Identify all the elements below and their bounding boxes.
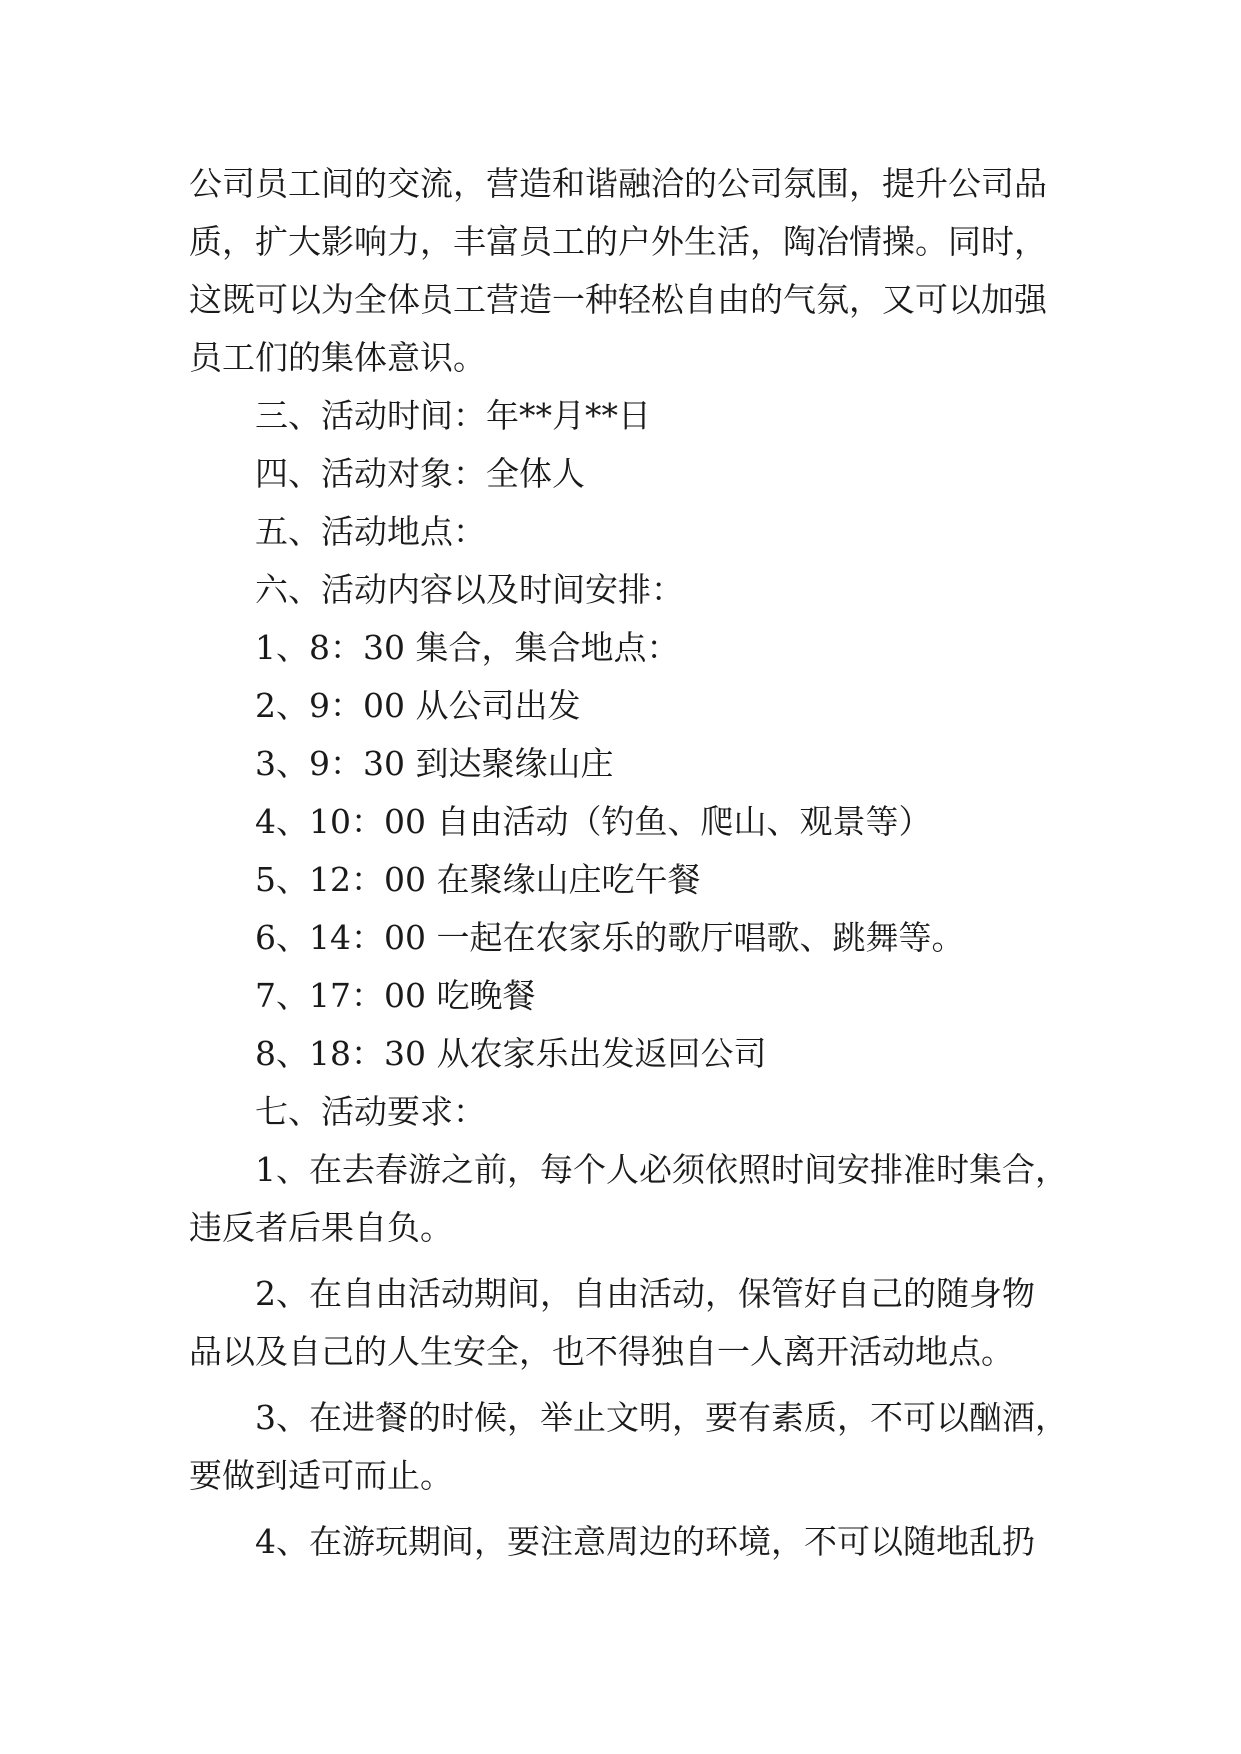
paragraph [189,909,1051,967]
paragraph-line: 8、18：30 从农家乐出发返回公司 [255,1034,767,1073]
paragraph [189,1141,1068,1257]
paragraph-line: 这既可以为全体员工营造一种轻松自由的气氛，又可以加强 [189,280,1047,319]
paragraph-line: 三、活动时间：年**月**日 [255,396,651,435]
paragraph [189,503,1051,561]
paragraph-line: 3、在进餐的时候，举止文明，要有素质，不可以酗酒， [255,1398,1068,1437]
paragraph [189,851,1051,909]
paragraph-line: 4、在游玩期间，要注意周边的环境，不可以随地乱扔 [255,1522,1035,1561]
paragraph-line: 要做到适可而止。 [189,1456,453,1495]
paragraph-line: 5、12：00 在聚缘山庄吃午餐 [255,860,701,899]
paragraph-line: 1、8：30 集合，集合地点： [255,628,680,667]
paragraph [189,735,1051,793]
paragraph-line: 7、17：00 吃晚餐 [255,976,536,1015]
paragraph-line: 违反者后果自负。 [189,1208,453,1247]
paragraph-line: 2、在自由活动期间，自由活动，保管好自己的随身物 [255,1274,1035,1313]
document-body [189,155,1068,1571]
paragraph-line: 1、在去春游之前，每个人必须依照时间安排准时集合， [255,1150,1068,1189]
paragraph [189,561,1051,619]
paragraph-line: 六、活动内容以及时间安排： [255,570,684,609]
paragraph [189,445,1051,503]
paragraph-line: 员工们的集体意识。 [189,338,486,377]
paragraph [189,1389,1068,1505]
paragraph-line: 2、9：00 从公司出发 [255,686,581,725]
paragraph [189,619,1051,677]
paragraph-line: 6、14：00 一起在农家乐的歌厅唱歌、跳舞等。 [255,918,965,957]
paragraph [189,1025,1051,1083]
paragraph [189,967,1051,1025]
paragraph-line: 四、活动对象：全体人 [255,454,585,493]
paragraph-line: 品以及自己的人生安全，也不得独自一人离开活动地点。 [189,1332,1014,1371]
paragraph-line: 4、10：00 自由活动（钓鱼、爬山、观景等） [255,802,932,841]
paragraph [189,1083,1051,1141]
paragraph-line: 质，扩大影响力，丰富员工的户外生活，陶冶情操。同时， [189,222,1047,261]
paragraph-line: 3、9：30 到达聚缘山庄 [255,744,614,783]
paragraph [189,1513,1051,1571]
paragraph-line: 七、活动要求： [255,1092,486,1131]
paragraph [189,677,1051,735]
paragraph-line: 公司员工间的交流，营造和谐融洽的公司氛围，提升公司品 [189,164,1047,203]
paragraph [189,1265,1051,1381]
paragraph-line: 五、活动地点： [255,512,486,551]
paragraph [189,155,1051,387]
paragraph [189,793,1051,851]
paragraph [189,387,1051,445]
